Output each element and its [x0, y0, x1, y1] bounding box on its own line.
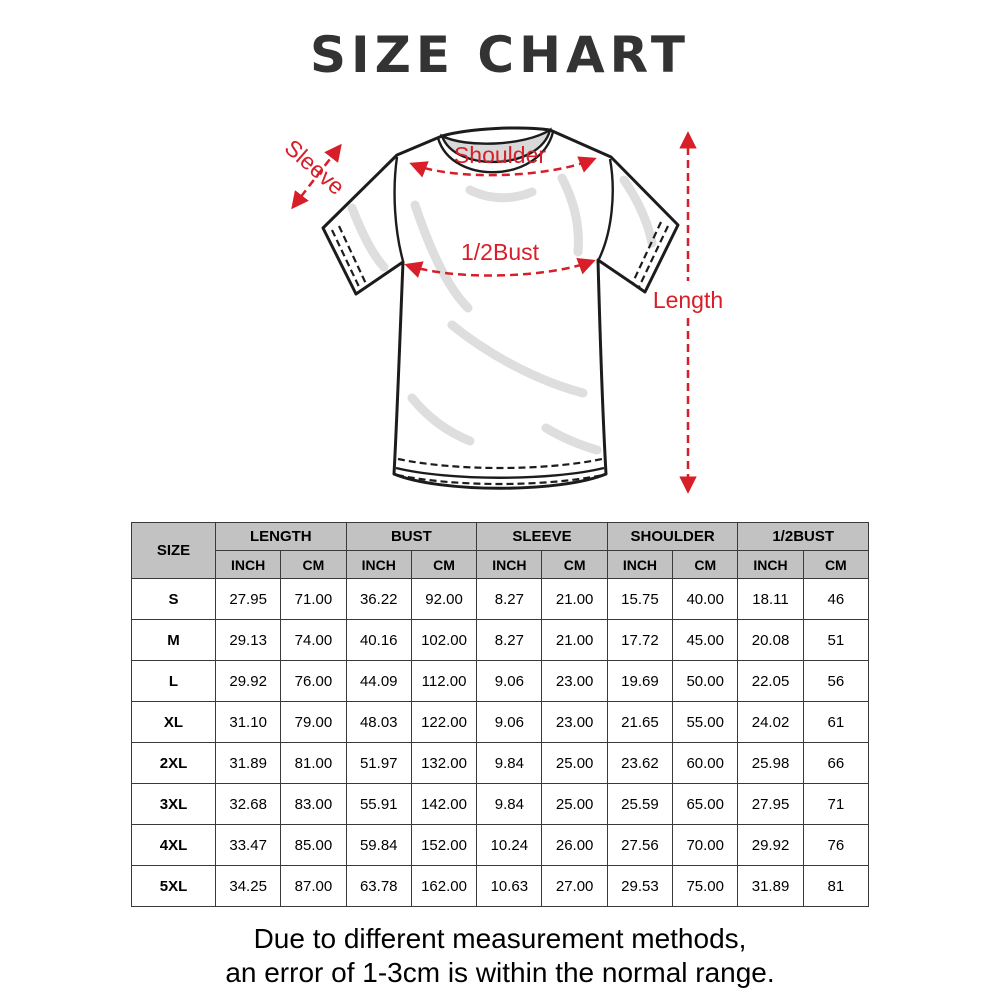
measurement-cell: 102.00 — [411, 620, 476, 661]
measurement-cell: 27.95 — [738, 784, 803, 825]
measurement-cell: 29.92 — [738, 825, 803, 866]
size-cell: XL — [132, 702, 216, 743]
unit-header: CM — [411, 551, 476, 579]
measurement-cell: 31.89 — [216, 743, 281, 784]
measurement-cell: 162.00 — [411, 866, 476, 907]
measurement-cell: 27.56 — [607, 825, 672, 866]
measurement-cell: 23.00 — [542, 702, 607, 743]
group-header: 1/2BUST — [738, 523, 869, 551]
disclaimer-line-1: Due to different measurement methods, — [253, 923, 747, 954]
measurement-cell: 29.92 — [216, 661, 281, 702]
measurement-cell: 25.00 — [542, 743, 607, 784]
size-cell: 4XL — [132, 825, 216, 866]
group-header: SHOULDER — [607, 523, 738, 551]
measurement-cell: 22.05 — [738, 661, 803, 702]
table-row — [132, 743, 869, 784]
measurement-cell: 40.00 — [673, 579, 738, 620]
unit-header: INCH — [607, 551, 672, 579]
measurement-cell: 75.00 — [673, 866, 738, 907]
measurement-cell: 25.98 — [738, 743, 803, 784]
unit-header: INCH — [216, 551, 281, 579]
sleeve-label: Sleeve — [279, 134, 350, 200]
measurement-cell: 8.27 — [477, 579, 542, 620]
measurement-cell: 21.00 — [542, 620, 607, 661]
measurement-cell: 21.00 — [542, 579, 607, 620]
measurement-cell: 70.00 — [673, 825, 738, 866]
measurement-cell: 9.06 — [477, 661, 542, 702]
table-row — [132, 661, 869, 702]
measurement-cell: 18.11 — [738, 579, 803, 620]
measurement-cell: 33.47 — [216, 825, 281, 866]
measurement-cell: 56 — [803, 661, 868, 702]
measurement-cell: 142.00 — [411, 784, 476, 825]
measurement-cell: 92.00 — [411, 579, 476, 620]
size-table — [131, 522, 869, 907]
measurement-cell: 87.00 — [281, 866, 346, 907]
measurement-cell: 122.00 — [411, 702, 476, 743]
unit-header: INCH — [738, 551, 803, 579]
group-header-row — [132, 523, 869, 551]
unit-header: CM — [673, 551, 738, 579]
table-row — [132, 825, 869, 866]
size-cell: L — [132, 661, 216, 702]
size-cell: M — [132, 620, 216, 661]
unit-header: CM — [281, 551, 346, 579]
unit-header: CM — [803, 551, 868, 579]
measurement-cell: 26.00 — [542, 825, 607, 866]
measurement-cell: 65.00 — [673, 784, 738, 825]
measurement-cell: 15.75 — [607, 579, 672, 620]
group-header: BUST — [346, 523, 477, 551]
measurement-cell: 17.72 — [607, 620, 672, 661]
measurement-cell: 152.00 — [411, 825, 476, 866]
size-table-container — [131, 522, 869, 907]
measurement-cell: 76 — [803, 825, 868, 866]
measurement-cell: 63.78 — [346, 866, 411, 907]
measurement-cell: 32.68 — [216, 784, 281, 825]
measurement-cell: 79.00 — [281, 702, 346, 743]
measurement-cell: 61 — [803, 702, 868, 743]
measurement-cell: 85.00 — [281, 825, 346, 866]
measurement-cell: 23.00 — [542, 661, 607, 702]
measurement-cell: 81.00 — [281, 743, 346, 784]
table-row — [132, 620, 869, 661]
table-row — [132, 866, 869, 907]
measurement-cell: 8.27 — [477, 620, 542, 661]
measurement-cell: 10.63 — [477, 866, 542, 907]
measurement-cell: 51.97 — [346, 743, 411, 784]
group-header: SLEEVE — [477, 523, 608, 551]
measurement-cell: 45.00 — [673, 620, 738, 661]
measurement-cell: 51 — [803, 620, 868, 661]
measurement-cell: 29.13 — [216, 620, 281, 661]
measurement-cell: 31.89 — [738, 866, 803, 907]
measurement-cell: 44.09 — [346, 661, 411, 702]
measurement-cell: 23.62 — [607, 743, 672, 784]
measurement-cell: 40.16 — [346, 620, 411, 661]
measurement-cell: 9.84 — [477, 743, 542, 784]
measurement-cell: 29.53 — [607, 866, 672, 907]
measurement-cell: 25.00 — [542, 784, 607, 825]
unit-header: INCH — [346, 551, 411, 579]
measurement-cell: 10.24 — [477, 825, 542, 866]
measurement-cell: 21.65 — [607, 702, 672, 743]
measurement-cell: 9.06 — [477, 702, 542, 743]
measurement-cell: 20.08 — [738, 620, 803, 661]
size-table-body — [132, 579, 869, 907]
measurement-cell: 19.69 — [607, 661, 672, 702]
measurement-cell: 36.22 — [346, 579, 411, 620]
table-row — [132, 784, 869, 825]
size-table-head — [132, 523, 869, 579]
measurement-cell: 74.00 — [281, 620, 346, 661]
measurement-cell: 25.59 — [607, 784, 672, 825]
size-cell: 2XL — [132, 743, 216, 784]
half-bust-label: 1/2Bust — [461, 239, 539, 265]
group-header: LENGTH — [216, 523, 347, 551]
measurement-cell: 46 — [803, 579, 868, 620]
length-label: Length — [652, 287, 724, 313]
measurement-cell: 60.00 — [673, 743, 738, 784]
measurement-cell: 132.00 — [411, 743, 476, 784]
size-column-header: SIZE — [132, 523, 216, 579]
size-cell: 3XL — [132, 784, 216, 825]
measurement-cell: 48.03 — [346, 702, 411, 743]
size-cell: 5XL — [132, 866, 216, 907]
measurement-cell: 50.00 — [673, 661, 738, 702]
measurement-cell: 59.84 — [346, 825, 411, 866]
measurement-cell: 27.00 — [542, 866, 607, 907]
measurement-cell: 112.00 — [411, 661, 476, 702]
disclaimer-line-2: an error of 1-3cm is within the normal range. — [225, 957, 775, 988]
unit-header: INCH — [477, 551, 542, 579]
tshirt-illustration — [323, 128, 678, 488]
measurement-cell: 31.10 — [216, 702, 281, 743]
measurement-cell: 66 — [803, 743, 868, 784]
measurement-disclaimer — [0, 922, 1000, 990]
measurement-cell: 71 — [803, 784, 868, 825]
measurement-cell: 71.00 — [281, 579, 346, 620]
shoulder-label: Shoulder — [453, 142, 547, 168]
measurement-cell: 24.02 — [738, 702, 803, 743]
measurement-cell: 9.84 — [477, 784, 542, 825]
measurement-cell: 83.00 — [281, 784, 346, 825]
size-cell: S — [132, 579, 216, 620]
measurement-cell: 27.95 — [216, 579, 281, 620]
table-row — [132, 702, 869, 743]
page-title: SIZE CHART — [309, 26, 691, 84]
units-header-row — [132, 551, 869, 579]
table-row — [132, 579, 869, 620]
unit-header: CM — [542, 551, 607, 579]
measurement-cell: 34.25 — [216, 866, 281, 907]
measurement-cell: 81 — [803, 866, 868, 907]
measurement-cell: 76.00 — [281, 661, 346, 702]
measurement-cell: 55.00 — [673, 702, 738, 743]
measurement-cell: 55.91 — [346, 784, 411, 825]
